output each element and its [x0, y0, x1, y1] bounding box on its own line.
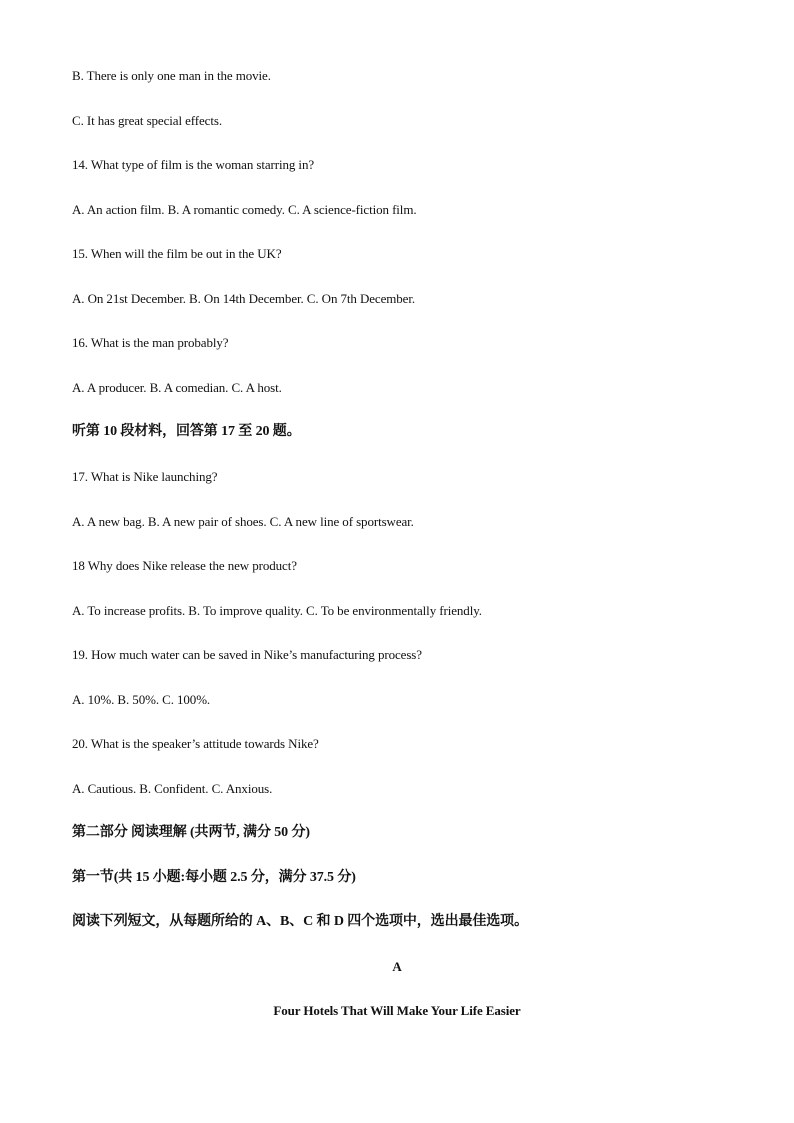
options-19: A. 10%. B. 50%. C. 100%.	[72, 692, 211, 707]
options-15: A. On 21st December. B. On 14th December. C. On 7th December.	[72, 291, 416, 306]
question-18: 18 Why does Nike release the new product?	[72, 558, 297, 573]
options-18: A. To increase profits. B. To improve quality. C. To be environmentally friendly.	[72, 603, 482, 618]
part-two-heading: 第二部分 阅读理解 (共两节, 满分 50 分)	[72, 825, 310, 840]
option-13c: C. It has great special effects.	[72, 113, 222, 128]
question-17: 17. What is Nike launching?	[72, 469, 218, 484]
question-19: 19. How much water can be saved in Nike’s manufacturing process?	[72, 647, 422, 662]
reading-instruction: 阅读下列短文，从每题所给的 A、B、C 和 D 四个选项中，选出最佳选项。	[72, 914, 528, 929]
section-instruction-10: 听第 10 段材料，回答第 17 至 20 题。	[72, 424, 301, 439]
question-16: 16. What is the man probably?	[72, 335, 229, 350]
options-20: A. Cautious. B. Confident. C. Anxious.	[72, 781, 273, 796]
option-13b: B. There is only one man in the movie.	[72, 68, 271, 83]
section-one-heading: 第一节(共 15 小题:每小题 2.5 分，满分 37.5 分)	[72, 870, 356, 885]
question-15: 15. When will the film be out in the UK?	[72, 246, 282, 261]
options-17: A. A new bag. B. A new pair of shoes. C. A new line of sportswear.	[72, 514, 414, 529]
question-20: 20. What is the speaker’s attitude towards Nike?	[72, 736, 319, 751]
question-14: 14. What type of film is the woman starring in?	[72, 157, 315, 172]
passage-label: A	[392, 959, 402, 974]
options-14: A. An action film. B. A romantic comedy. C. A science-fiction film.	[72, 202, 417, 217]
passage-title: Four Hotels That Will Make Your Life Easier	[273, 1003, 521, 1018]
options-16: A. A producer. B. A comedian. C. A host.	[72, 380, 282, 395]
